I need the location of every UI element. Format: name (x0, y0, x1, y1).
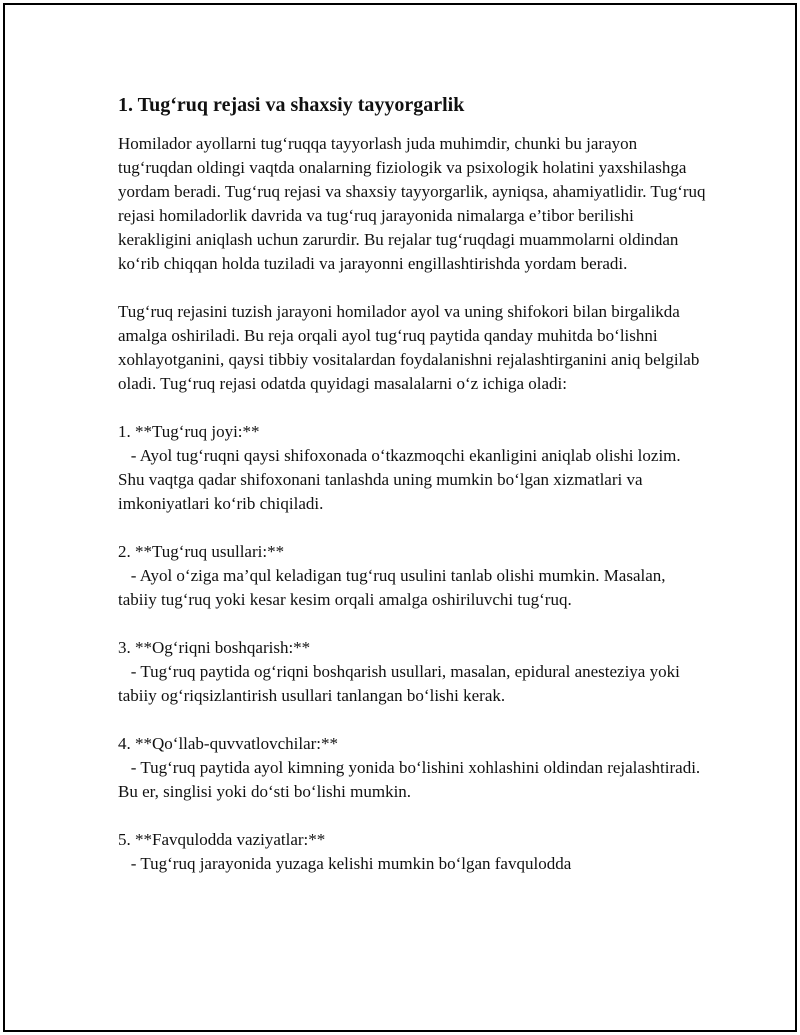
list-item (118, 732, 708, 804)
document-body (118, 92, 708, 900)
paragraph-plan: Tug‘ruq rejasini tuzish jarayoni homilador ayol va uning shifokori bilan birgalikda amalga oshiriladi. Bu reja orqali ayol tug‘ruq paytida qanday muhitda bo‘lishni xohlayotganini, qaysi tibbiy vositalardan foydalanishni rejalashtirganini aniq belgilab oladi. Tug‘ruq rejasi odatda quyidagi masalalarni o‘z ichiga oladi: (118, 302, 704, 393)
list-item (118, 636, 708, 708)
list-item-title: 5. **Favqulodda vaziyatlar:** (118, 830, 326, 849)
paragraph-intro: Homilador ayollarni tug‘ruqqa tayyorlash juda muhimdir, chunki bu jarayon tug‘ruqdan oldingi vaqtda onalarning fiziologik va psixologik holatini yaxshilashga yordam beradi. Tug‘ruq rejasi va shaxsiy tayyorgarlik, ayniqsa, ahamiyatlidir. Tug‘ruq rejasi homiladorlik davrida va tug‘ruq jarayonida nimalarga e’tibor berilishi kerakligini aniqlash uchun zarurdir. Bu rejalar tug‘ruqdagi muammolarni oldindan ko‘rib chiqqan holda tuziladi va jarayonni engillashtirishda yordam beradi. (118, 134, 710, 273)
list-item-title: 1. **Tug‘ruq joyi:** (118, 422, 260, 441)
list-item (118, 540, 708, 612)
list-item-text: - Ayol o‘ziga ma’qul keladigan tug‘ruq usulini tanlab olishi mumkin. Masalan, tabiiy tug‘ruq yoki kesar kesim orqali amalga oshiriluvchi tug‘ruq. (118, 566, 670, 609)
list-item-title: 2. **Tug‘ruq usullari:** (118, 542, 285, 561)
list-item-title: 4. **Qo‘llab-quvvatlovchilar:** (118, 734, 339, 753)
list-item-text: - Tug‘ruq jarayonida yuzaga kelishi mumkin bo‘lgan favqulodda (118, 854, 572, 873)
section-heading: 1. Tug‘ruq rejasi va shaxsiy tayyorgarlik (118, 94, 465, 116)
list-item-text: - Ayol tug‘ruqni qaysi shifoxonada o‘tkazmoqchi ekanligini aniqlab olishi lozim. Shu vaqtga qadar shifoxonani tanlashda uning mumkin bo‘lgan xizmatlari va imkoniyatlari ko‘rib chiqiladi. (118, 446, 685, 513)
list-item-text: - Tug‘ruq paytida ayol kimning yonida bo‘lishini xohlashini oldindan rejalashtiradi. Bu er, singlisi yoki do‘sti bo‘lishi mumkin. (118, 758, 705, 801)
list-item (118, 828, 708, 876)
list-item-text: - Tug‘ruq paytida og‘riqni boshqarish usullari, masalan, epidural anesteziya yoki tabiiy og‘riqsizlantirish usullari tanlangan bo‘lishi kerak. (118, 662, 685, 705)
list-item (118, 420, 708, 516)
list-item-title: 3. **Og‘riqni boshqarish:** (118, 638, 311, 657)
